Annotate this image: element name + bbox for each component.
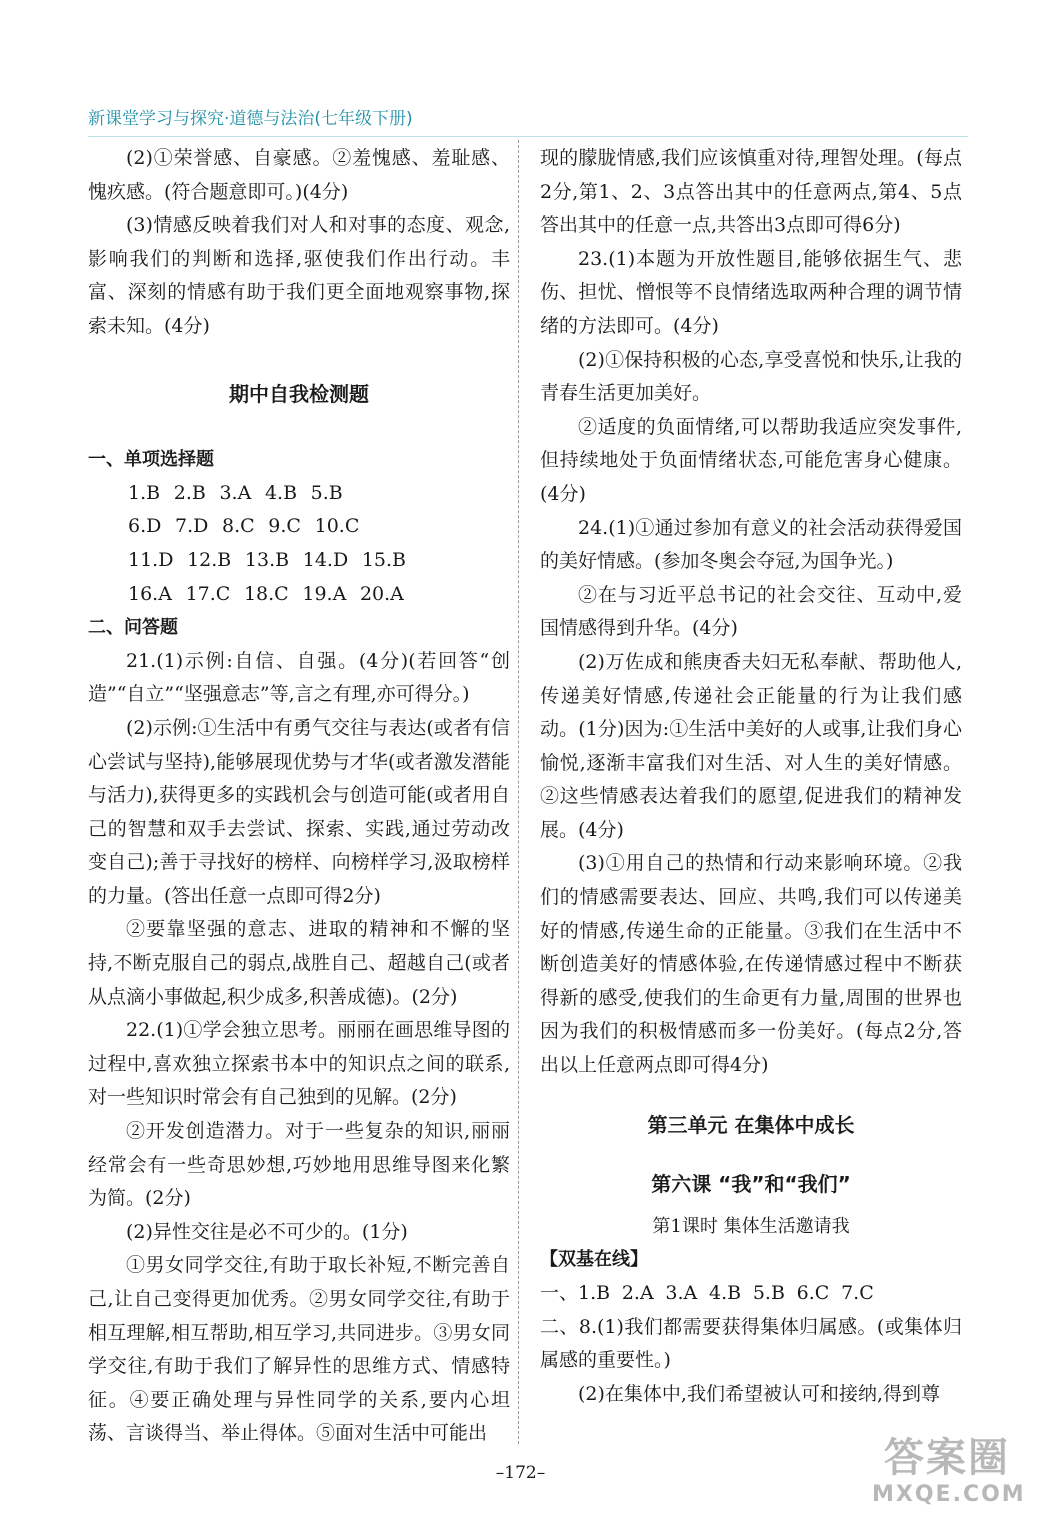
lesson-title: 第六课 “我”和“我们” [651, 1172, 851, 1197]
answer-paragraph: (2)万佐成和熊庚香夫妇无私奉献、帮助他人,传递美好情感,传递社会正能量的行为让我们感动。(1分)因为:①生活中美好的人或事,让我们身心愉悦,逐渐丰富我们对生活、对人生的美好情感。②这些情感表达着我们的愿望,促进我们的精神发展。(4分) [540, 650, 962, 841]
unit-title: 第三单元 在集体中成长 [647, 1112, 855, 1137]
answer-paragraph: 21.(1)示例:自信、自强。(4分)(若回答“创造”“自立”“坚强意志”等,言之有理,亦可得分。) [88, 649, 510, 706]
section-title-multiple-choice: 一、单项选择题 [88, 449, 214, 471]
page-number: –172– [495, 1463, 546, 1483]
answer-paragraph: ②开发创造潜力。对于一些复杂的知识,丽丽经常会有一些奇思妙想,巧妙地用思维导图来化繁为简。(2分) [88, 1120, 510, 1210]
section-title-qa: 二、问答题 [88, 617, 178, 639]
period-title: 第1课时 集体生活邀请我 [652, 1215, 850, 1237]
mc-answer-row: 6.D 7.D 8.C 9.C 10.C [128, 515, 360, 538]
answer-paragraph: (2)异性交往是必不可少的。(1分) [126, 1220, 408, 1243]
midterm-title: 期中自我检测题 [229, 381, 369, 406]
right-column [540, 138, 962, 1411]
answer-paragraph: (3)①用自己的热情和行动来影响环境。②我们的情感需要表达、回应、共鸣,我们可以传递美好的情感,传递生命的正能量。③我们在生活中不断创造美好的情感体验,在传递情感过程中不断获得新的感受,使我们的生命更有力量,周围的世界也因为我们的积极情感而多一份美好。(每点2分,答出以上任意两点即可得4分) [540, 852, 962, 1077]
book-title: 新课堂学习与探究·道德与法治(七年级下册) [88, 109, 413, 129]
basics-label: 【双基在线】 [540, 1249, 648, 1271]
answer-paragraph: 现的朦胧情感,我们应该慎重对待,理智处理。(每点2分,第1、2、3点答出其中的任意两点,第4、5点答出其中的任意一点,共答出3点即可得6分) [540, 147, 962, 237]
answer-paragraph: 24.(1)①通过参加有意义的社会活动获得爱国的美好情感。(参加冬奥会夺冠,为国争光。) [540, 516, 962, 573]
answer-paragraph: (3)情感反映着我们对人和对事的态度、观念,影响我们的判断和选择,驱使我们作出行动。丰富、深刻的情感有助于我们更全面地观察事物,探索未知。(4分) [88, 214, 510, 337]
mc-answer-row: 16.A 17.C 18.C 19.A 20.A [128, 582, 404, 605]
left-column [88, 138, 510, 1451]
watermark-logo [872, 1435, 1026, 1524]
answer-paragraph: (2)①荣誉感、自豪感。②羞愧感、羞耻感、愧疚感。(符合题意即可。)(4分) [88, 147, 510, 203]
answer-paragraph: (2)示例:①生活中有勇气交往与表达(或者有信心尝试与坚持),能够展现优势与才华(或者激发潜能与活力),获得更多的实践机会与创造可能(或者用自己的智慧和双手去尝试、探索、实践,通过劳动改变自己);善于寻找好的榜样、向榜样学习,汲取榜样的力量。(答出任意一点即可得2分) [88, 716, 510, 907]
answer-paragraph: (2)①保持积极的心态,享受喜悦和快乐,让我的青春生活更加美好。 [540, 348, 962, 405]
answer-paragraph: ②适度的负面情绪,可以帮助我适应突发事件,但持续地处于负面情绪状态,可能危害身心健康。(4分) [540, 415, 962, 505]
answer-paragraph: ②要靠坚强的意志、进取的精神和不懈的坚持,不断克服自己的弱点,战胜自己、超越自己(或者从点滴小事做起,积少成多,积善成德)。(2分) [88, 918, 510, 1008]
watermark-text: 答案圈 [884, 1435, 1010, 1481]
answer-paragraph: (2)在集体中,我们希望被认可和接纳,得到尊 [578, 1382, 940, 1405]
header-rule [88, 136, 968, 137]
mc-answer-row: 1.B 2.B 3.A 4.B 5.B [128, 481, 343, 504]
answer-paragraph: 二、8.(1)我们都需要获得集体归属感。(或集体归属感的重要性。) [540, 1315, 962, 1372]
answer-paragraph: ①男女同学交往,有助于取长补短,不断完善自己,让自己变得更加优秀。②男女同学交往,有助于相互理解,相互帮助,相互学习,共同进步。③男女同学交往,有助于我们了解异性的思维方式、情感特征。④要正确处理与异性同学的关系,要内心坦荡、言谈得当、举止得体。⑤面对生活中可能出 [88, 1254, 510, 1445]
basics-answer-row: 一、1.B 2.A 3.A 4.B 5.B 6.C 7.C [540, 1282, 874, 1304]
mc-answer-row: 11.D 12.B 13.B 14.D 15.B [128, 548, 406, 571]
watermark-url: MXQE.COM [872, 1482, 1026, 1507]
answer-paragraph: 23.(1)本题为开放性题目,能够依据生气、悲伤、担忧、憎恨等不良情绪选取两种合理的调节情绪的方法即可。(4分) [540, 247, 962, 337]
column-divider [518, 140, 519, 1444]
answer-paragraph: 22.(1)①学会独立思考。丽丽在画思维导图的过程中,喜欢独立探索书本中的知识点之间的联系,对一些知识时常会有自己独到的见解。(2分) [88, 1019, 510, 1109]
answer-paragraph: ②在与习近平总书记的社会交往、互动中,爱国情感得到升华。(4分) [540, 583, 962, 640]
